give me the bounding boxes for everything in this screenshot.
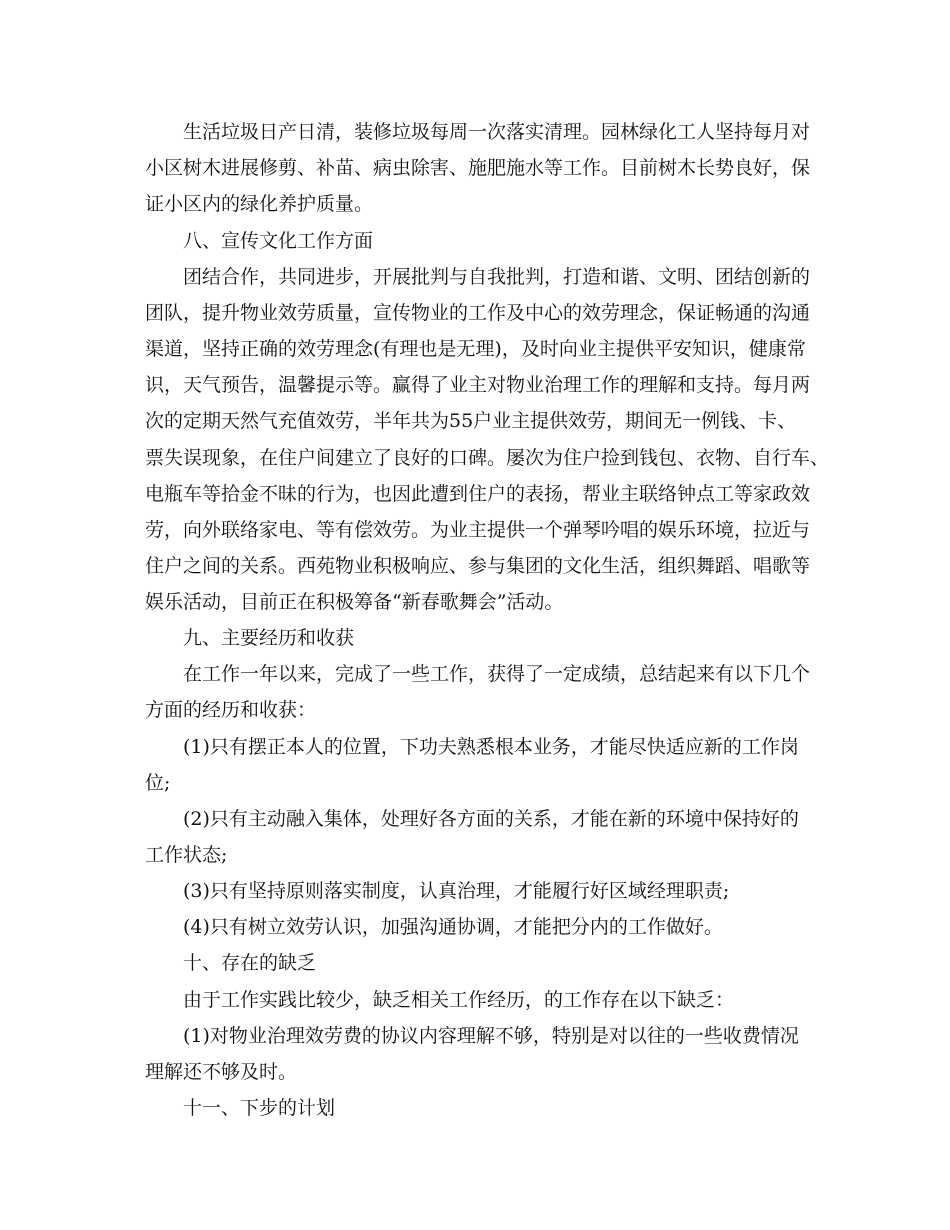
paragraph-line: 娱乐活动，目前正在积极筹备“新春歌舞会”活动。	[145, 591, 564, 613]
paragraph-line: 方面的经历和收获：	[145, 699, 317, 721]
paragraph-line: 电瓶车等拾金不昧的行为，也因此遭到住户的表扬，帮业主联络钟点工等家政效	[145, 483, 811, 505]
paragraph-line: 渠道，坚持正确的效劳理念(有理也是无理)，及时向业主提供平安知识，健康常	[145, 338, 806, 360]
list-item-line: (2)只有主动融入集体，处理好各方面的关系，才能在新的环境中保持好的	[183, 808, 799, 830]
section-heading: 十一、下步的计划	[183, 1097, 336, 1119]
section-heading: 十、存在的缺乏	[183, 952, 317, 974]
paragraph-line: 小区树木进展修剪、补苗、病虫除害、施肥施水等工作。目前树木长势良好，保	[145, 157, 811, 179]
section-heading: 八、宣传文化工作方面	[183, 230, 374, 252]
paragraph-line: 识，天气预告，温馨提示等。赢得了业主对物业治理工作的理解和支持。每月两	[145, 374, 811, 396]
list-item-line: (1)对物业治理效劳费的协议内容理解不够，特别是对以往的一些收费情况	[183, 1025, 799, 1047]
list-item-line: 理解还不够及时。	[145, 1061, 298, 1083]
paragraph-line: 由于工作实践比较少，缺乏相关工作经历，的工作存在以下缺乏：	[183, 989, 735, 1011]
paragraph-line: 票失误现象，在住户间建立了良好的口碑。屡次为住户捡到钱包、衣物、自行车、	[145, 447, 830, 469]
paragraph-line: 团队，提升物业效劳质量，宣传物业的工作及中心的效劳理念，保证畅通的沟通	[145, 302, 811, 324]
list-item-line: (4)只有树立效劳认识，加强沟通协调，才能把分内的工作做好。	[183, 916, 723, 938]
paragraph-line: 劳，向外联络家电、等有偿效劳。为业主提供一个弹琴吟唱的娱乐环境，拉近与	[145, 519, 811, 541]
paragraph-line: 团结合作，共同进步，开展批判与自我批判，打造和谐、文明、团结创新的	[183, 266, 811, 288]
list-item-line: (1)只有摆正本人的位置，下功夫熟悉根本业务，才能尽快适应新的工作岗	[183, 736, 799, 758]
list-item-line: (3)只有坚持原则落实制度，认真治理，才能履行好区域经理职责;	[183, 880, 730, 902]
paragraph-line: 证小区内的绿化养护质量。	[145, 193, 374, 215]
section-heading: 九、主要经历和收获	[183, 627, 355, 649]
list-item-line: 位;	[145, 772, 171, 794]
paragraph-line: 住户之间的关系。西苑物业积极响应、参与集团的文化生活，组织舞蹈、唱歌等	[145, 555, 811, 577]
list-item-line: 工作状态;	[145, 844, 228, 866]
paragraph-line: 生活垃圾日产日清，装修垃圾每周一次落实清理。园林绿化工人坚持每月对	[183, 121, 811, 143]
paragraph-line: 次的定期天然气充值效劳，半年共为55户业主提供效劳，期间无一例钱、卡、	[145, 410, 797, 432]
paragraph-line: 在工作一年以来，完成了一些工作，获得了一定成绩，总结起来有以下几个	[183, 663, 811, 685]
